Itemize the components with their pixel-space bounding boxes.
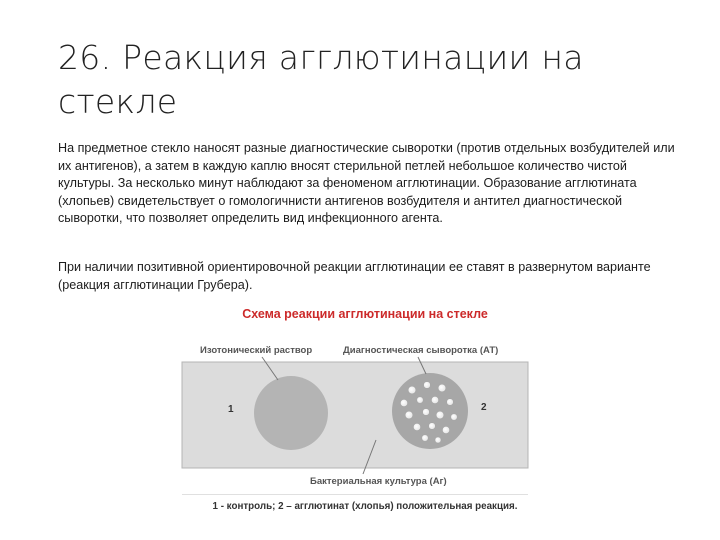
paragraph-description: На предметное стекло наносят разные диагностические сыворотки (против отдельных возбудителей или их антигенов), а затем в каждую каплю вносят стерильной петлей небольшое количество чистой культуры. За несколько минут наблюдают за феноменом агглютинации. Образование агглютината (хлопьев) свидетельствует о гомологичнисти антигенов возбудителя и антител диагностической сыворотки, что позволяет определить вид инфекционного агента. (58, 141, 675, 225)
drop-number-1: 1 (228, 404, 234, 415)
figure-title: Схема реакции агглютинации на стекле (242, 307, 488, 321)
label-bacterial-culture: Бактериальная культура (Аг) (310, 476, 447, 487)
label-isotonic-solution: Изотонический раствор (200, 345, 313, 356)
control-drop (254, 376, 328, 450)
paragraph-gruber: При наличии позитивной ориентировочной реакции агглютинации ее ставят в развернутом варианте (реакция агглютинации Грубера). (58, 260, 651, 292)
label-diagnostic-serum: Диагностическая сыворотка (АТ) (343, 345, 499, 356)
glass-slide (182, 362, 528, 468)
figure-caption: 1 - контроль; 2 – агглютинат (хлопья) положительная реакция. (212, 501, 518, 512)
drop-number-2: 2 (481, 402, 487, 413)
slide-title: 26. Реакция агглютинации на стекле (58, 38, 584, 121)
caption-rule (182, 494, 528, 495)
diagram-canvas (180, 302, 550, 522)
agglutination-diagram (180, 302, 550, 522)
